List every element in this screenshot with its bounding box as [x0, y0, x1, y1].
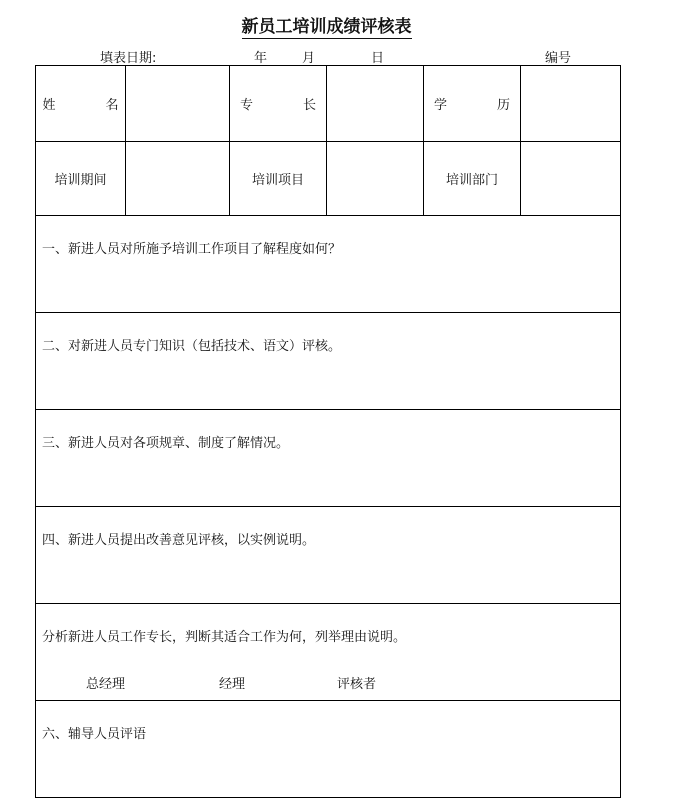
question-4[interactable]: 四、新进人员提出改善意见评核，以实例说明。	[36, 507, 621, 604]
training-period-label: 培训期间	[36, 142, 126, 216]
info-row-personal	[36, 66, 621, 142]
info-row-training	[36, 142, 621, 216]
question-row	[36, 216, 621, 313]
education-label-b: 历	[497, 98, 511, 113]
name-label-cell	[36, 66, 126, 142]
question-row	[36, 701, 621, 798]
manager-label: 经理	[219, 677, 246, 692]
question-2[interactable]: 二、对新进人员专门知识（包括技术、语文）评核。	[36, 313, 621, 410]
specialty-label-cell	[230, 66, 327, 142]
question-5[interactable]: 分析新进人员工作专长，判断其适合工作为何，列举理由说明。	[36, 604, 621, 701]
reviewer-label: 评核者	[337, 677, 377, 692]
name-label-b: 名	[105, 98, 119, 113]
year-label: 年	[254, 51, 268, 66]
training-period-value-cell[interactable]	[126, 142, 230, 216]
form-title-text: 新员工培训成绩评核表	[241, 17, 412, 37]
month-label: 月	[302, 51, 316, 66]
training-dept-value-cell[interactable]	[521, 142, 621, 216]
fill-date-label: 填表日期:	[100, 51, 157, 66]
general-manager-label: 总经理	[86, 677, 126, 692]
form-title	[0, 12, 653, 37]
question-row	[36, 507, 621, 604]
specialty-label-b: 长	[303, 98, 317, 113]
specialty-value-cell[interactable]	[327, 66, 424, 142]
question-3[interactable]: 三、新进人员对各项规章、制度了解情况。	[36, 410, 621, 507]
education-label-a: 学	[433, 98, 447, 113]
name-value-cell[interactable]	[126, 66, 230, 142]
education-label-cell	[424, 66, 521, 142]
training-project-label: 培训项目	[230, 142, 327, 216]
question-6[interactable]: 六、辅导人员评语	[36, 701, 621, 798]
number-label: 编号	[545, 51, 572, 66]
question-row	[36, 410, 621, 507]
education-value-cell[interactable]	[521, 66, 621, 142]
day-label: 日	[371, 51, 385, 66]
name-label-a: 姓	[42, 98, 56, 113]
specialty-label-a: 专	[239, 98, 253, 113]
training-dept-label: 培训部门	[424, 142, 521, 216]
training-project-value-cell[interactable]	[327, 142, 424, 216]
question-1[interactable]: 一、新进人员对所施予培训工作项目了解程度如何？	[36, 216, 621, 313]
question-row	[36, 313, 621, 410]
